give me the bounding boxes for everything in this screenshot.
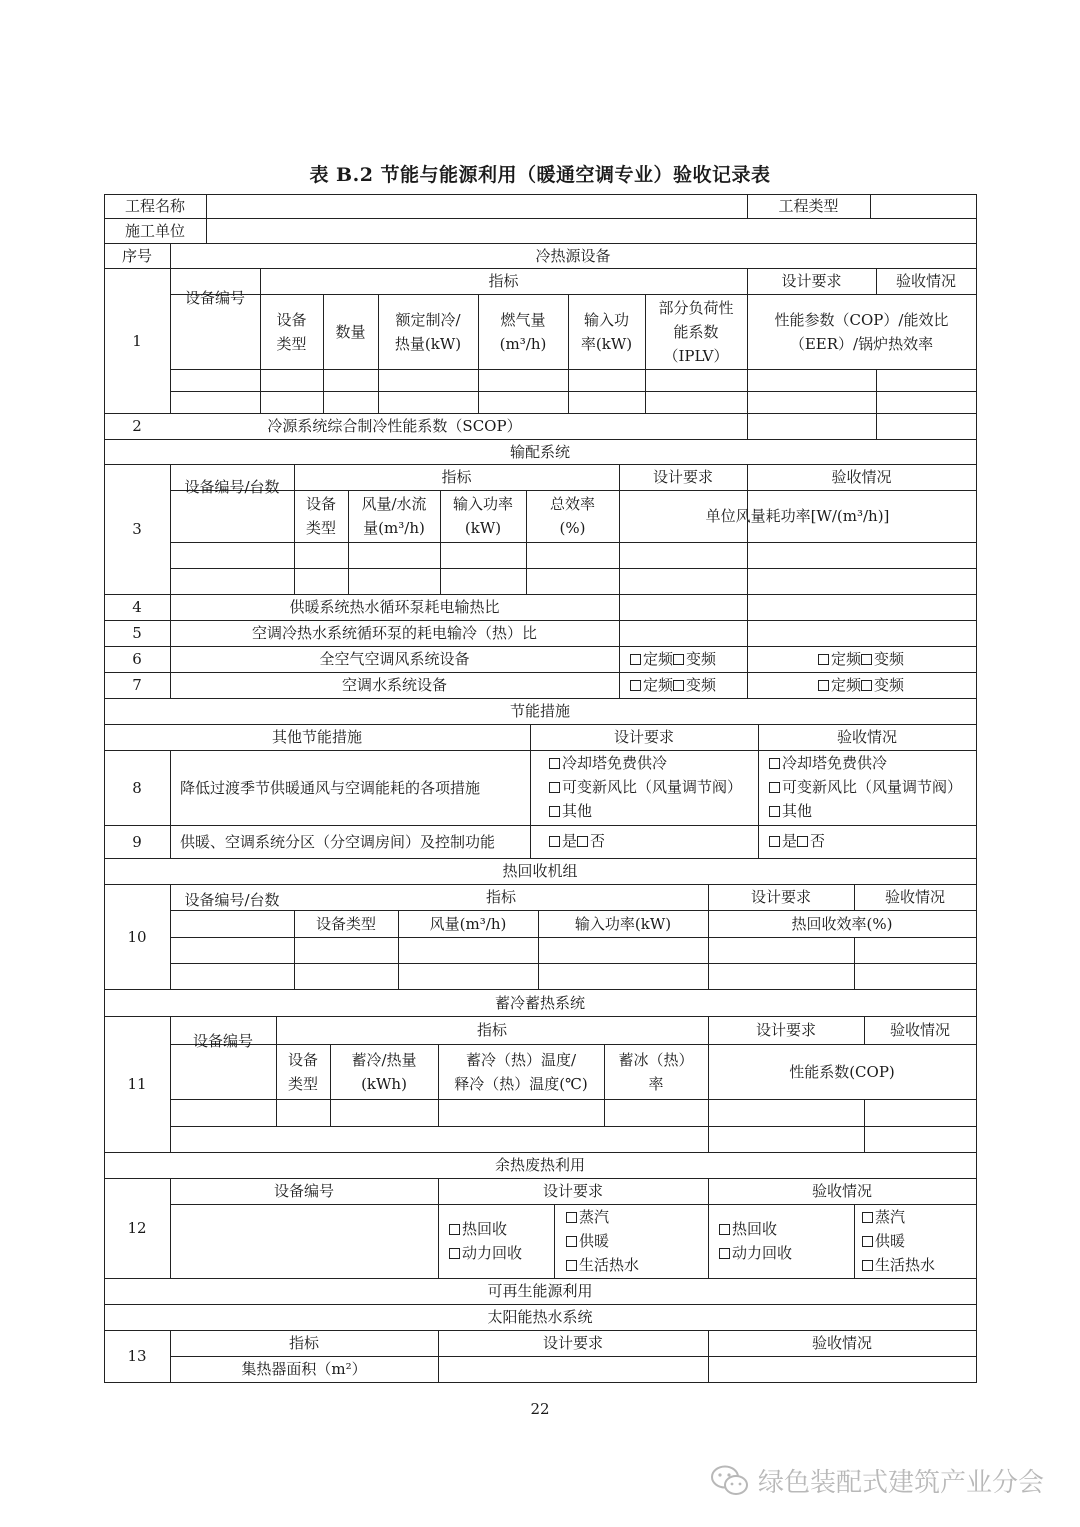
row-13-design — [438, 1330, 708, 1356]
row-1-accept-text: 验收情况 — [895, 272, 956, 290]
freq-fixed-label: 定频 — [643, 676, 674, 694]
opt-hot-water[interactable] — [862, 1253, 935, 1277]
opt-heat-recovery[interactable] — [449, 1217, 522, 1241]
row-3-power — [440, 490, 526, 542]
checkbox-icon[interactable] — [719, 1248, 730, 1259]
row-13-design-text: 设计要求 — [542, 1334, 603, 1352]
checkbox-icon[interactable] — [566, 1260, 577, 1271]
row-11-device-type-text: 类型 — [287, 1074, 318, 1093]
row-7-design-freq — [630, 673, 716, 697]
row-1-rated-text: 额定制冷/ — [395, 310, 461, 329]
row-1-rated-text: 热量(kW) — [394, 334, 462, 353]
row-3-indicator — [294, 464, 619, 490]
opt-yes[interactable] — [549, 829, 605, 853]
row-5-label — [170, 620, 619, 646]
row-1-no — [104, 268, 170, 413]
row-1-accept — [876, 268, 976, 294]
row-11-device-type — [276, 1044, 330, 1099]
row-13-indicator-text: 指标 — [288, 1334, 319, 1352]
row-8-design-options — [549, 751, 742, 823]
table-hline — [170, 1099, 977, 1100]
row-8-label — [170, 750, 530, 825]
row-3-design — [619, 464, 747, 490]
row-3-device-no-text: 设备编号/台数 — [184, 478, 280, 497]
checkbox-icon[interactable] — [862, 1236, 873, 1247]
row-1-device-no — [170, 268, 260, 329]
section-energy-saving-text: 节能措施 — [509, 702, 570, 720]
row-2-no-text: 2 — [132, 417, 142, 435]
row-13-no — [104, 1330, 170, 1382]
row-9-label-text: 供暖、空调系统分区（分空调房间）及控制功能 — [180, 832, 496, 851]
row-10-power — [538, 910, 708, 937]
section-heat-recovery — [104, 858, 976, 884]
row-3-no — [104, 464, 170, 594]
freq-fixed[interactable] — [818, 673, 904, 697]
table-hline — [104, 1382, 977, 1383]
row-8-no-text: 8 — [132, 778, 142, 797]
freq-fixed-label: 定频 — [643, 650, 674, 668]
opt-power-recovery-label: 动力回收 — [462, 1244, 523, 1262]
row-5-label-text: 空调冷热水系统循环泵的耗电输冷（热）比 — [251, 624, 537, 642]
checkbox-icon[interactable] — [566, 1236, 577, 1247]
row-11-device-no-text: 设备编号 — [192, 1031, 253, 1050]
row-9-no — [104, 825, 170, 858]
row-11-accept — [864, 1016, 976, 1044]
watermark-text: 绿色装配式建筑产业分会 — [757, 1468, 1044, 1498]
opt-power-recovery[interactable] — [449, 1241, 522, 1265]
opt-other-label: 其他 — [562, 802, 593, 820]
checkbox-icon[interactable] — [861, 654, 872, 665]
freq-fixed[interactable] — [818, 647, 904, 671]
section-storage-text: 蓄冷蓄热系统 — [494, 993, 585, 1012]
opt-yes-label: 是 — [782, 832, 798, 850]
row-8-no — [104, 750, 170, 825]
measures-accept — [758, 724, 976, 750]
table-hline — [170, 542, 977, 543]
table-hline — [104, 218, 977, 219]
project-name-label-text: 工程名称 — [124, 197, 185, 215]
checkbox-icon[interactable] — [797, 836, 808, 847]
row-3-unit-power — [619, 490, 976, 542]
opt-variable-fresh-air-label: 可变新风比（风量调节阀） — [782, 778, 963, 796]
checkbox-icon[interactable] — [577, 836, 588, 847]
section-solar-text: 太阳能热水系统 — [487, 1308, 593, 1326]
row-10-device-no-text: 设备编号/台数 — [184, 890, 280, 909]
row-13-indicator — [170, 1330, 438, 1356]
row-12-device-no — [170, 1178, 438, 1204]
section-waste-heat-text: 余热废热利用 — [494, 1156, 585, 1174]
opt-other[interactable] — [549, 799, 742, 823]
row-12-design-recovery — [449, 1217, 522, 1265]
section-renewable — [104, 1278, 976, 1304]
table-hline — [170, 937, 977, 938]
row-13-accept-text: 验收情况 — [811, 1334, 872, 1352]
row-3-no-text: 3 — [132, 520, 142, 538]
opt-hot-water-label: 生活热水 — [875, 1256, 936, 1274]
table-hline — [170, 963, 977, 964]
row-3-power-text: (kW) — [464, 519, 502, 537]
row-3-accept-text: 验收情况 — [831, 468, 892, 486]
other-measures-label-text: 其他节能措施 — [271, 728, 362, 746]
row-2-no — [104, 413, 170, 439]
row-1-gas-text: (m³/h) — [499, 334, 547, 353]
row-13-collector — [170, 1356, 438, 1382]
opt-variable-fresh-air[interactable] — [769, 775, 962, 799]
row-1-power — [568, 294, 645, 369]
checkbox-icon[interactable] — [862, 1260, 873, 1271]
row-6-accept-freq — [818, 647, 904, 671]
checkbox-icon[interactable] — [549, 758, 560, 769]
table-hline — [170, 391, 977, 392]
row-10-indicator — [294, 884, 708, 910]
row-13-collector-text: 集热器面积（m²） — [241, 1360, 367, 1378]
checkbox-icon[interactable] — [630, 680, 641, 691]
row-1-no-text: 1 — [132, 331, 142, 350]
opt-yes[interactable] — [769, 829, 825, 853]
row-3-accept — [747, 464, 976, 490]
opt-cooling-tower[interactable] — [549, 751, 742, 775]
row-7-label-text: 空调水系统设备 — [341, 676, 447, 694]
seq-label — [104, 243, 170, 268]
row-11-no-text: 11 — [127, 1075, 147, 1093]
section-heat-recovery-text: 热回收机组 — [502, 862, 578, 880]
opt-other[interactable] — [769, 799, 962, 823]
row-1-device-type — [260, 294, 323, 369]
row-12-design-text: 设计要求 — [542, 1182, 603, 1200]
row-11-design-text: 设计要求 — [755, 1021, 816, 1039]
freq-fixed[interactable] — [630, 673, 716, 697]
freq-fixed-label-2: 变频 — [686, 650, 717, 668]
checkbox-icon[interactable] — [549, 836, 560, 847]
row-11-ice-text: 率 — [648, 1074, 664, 1093]
row-3-flow-text: 量(m³/h) — [363, 519, 425, 537]
row-1-power-text: 率(kW) — [580, 334, 633, 353]
table-vline — [854, 1204, 855, 1278]
row-5-no-text: 5 — [132, 624, 142, 642]
constructor-label-text: 施工单位 — [124, 221, 185, 240]
section-solar — [104, 1304, 976, 1330]
checkbox-icon[interactable] — [719, 1224, 730, 1235]
row-9-no-text: 9 — [132, 832, 142, 851]
row-12-design-use — [566, 1205, 639, 1277]
row-1-device-no-text: 设备编号 — [184, 289, 245, 308]
checkbox-icon[interactable] — [769, 782, 780, 793]
row-10-eff-text: 热回收效率(%) — [791, 914, 893, 933]
row-1-design — [747, 268, 876, 294]
row-2-label-text: 冷源系统综合制冷性能系数（SCOP） — [267, 417, 522, 435]
row-1-iplv-text: 部分负荷性 — [658, 298, 734, 317]
checkbox-icon[interactable] — [566, 1212, 577, 1223]
row-4-label-text: 供暖系统热水循环泵耗电输热比 — [289, 598, 500, 616]
row-11-accept-text: 验收情况 — [889, 1021, 950, 1039]
opt-heat-recovery-label: 热回收 — [462, 1220, 508, 1238]
row-12-accept-use — [862, 1205, 935, 1277]
page-title: 表 B.2 节能与能源利用（暖通空调专业）验收记录表 — [309, 164, 771, 186]
wechat-icon — [710, 1464, 750, 1498]
freq-fixed[interactable] — [630, 647, 716, 671]
row-11-cop — [708, 1044, 976, 1099]
row-12-accept — [708, 1178, 976, 1204]
row-3-eff-text: (%) — [559, 519, 586, 537]
row-12-design — [438, 1178, 708, 1204]
table-vline — [864, 1099, 865, 1152]
table-hline — [170, 1126, 977, 1127]
row-3-flow-text: 风量/水流 — [361, 495, 427, 513]
checkbox-icon[interactable] — [449, 1224, 460, 1235]
freq-fixed-label-2: 变频 — [874, 650, 905, 668]
measures-accept-text: 验收情况 — [836, 728, 897, 746]
row-10-device-type — [294, 910, 398, 937]
opt-hot-water-label: 生活热水 — [579, 1256, 640, 1274]
section-distribution-text: 输配系统 — [509, 442, 570, 461]
opt-heating[interactable] — [566, 1229, 639, 1253]
row-4-no-text: 4 — [132, 598, 142, 616]
checkbox-icon[interactable] — [769, 806, 780, 817]
other-measures-label — [104, 724, 530, 750]
row-9-label — [170, 825, 530, 858]
row-11-ice-text: 蓄冰（热） — [618, 1050, 694, 1069]
row-13-no-text: 13 — [127, 1347, 147, 1365]
table-vline — [976, 194, 977, 1382]
checkbox-icon[interactable] — [549, 782, 560, 793]
row-10-device-no — [170, 884, 294, 916]
row-10-no-text: 10 — [127, 927, 147, 946]
row-8-label-text: 降低过渡季节供暖通风与空调能耗的各项措施 — [180, 778, 481, 797]
table-vline — [747, 413, 748, 439]
row-1-indicator — [260, 268, 747, 294]
watermark — [710, 1462, 1044, 1499]
row-3-eff — [526, 490, 619, 542]
row-12-device-no-text: 设备编号 — [273, 1182, 334, 1200]
row-11-ice — [604, 1044, 708, 1099]
row-4-no — [104, 594, 170, 620]
row-10-accept-text: 验收情况 — [884, 888, 945, 906]
row-10-flow — [398, 910, 538, 937]
row-3-device-type-text: 类型 — [305, 519, 336, 537]
row-4-label — [170, 594, 619, 620]
project-type-label-text: 工程类型 — [778, 197, 839, 215]
section-renewable-text: 可再生能源利用 — [487, 1282, 593, 1300]
row-11-no — [104, 1016, 170, 1152]
row-1-iplv-text: （IPLV） — [663, 346, 729, 365]
table-hline — [170, 568, 977, 569]
table-vline — [876, 369, 877, 439]
table-vline — [206, 194, 207, 243]
row-10-no — [104, 884, 170, 989]
checkbox-icon[interactable] — [818, 680, 829, 691]
opt-variable-fresh-air-label: 可变新风比（风量调节阀） — [562, 778, 743, 796]
project-name-label — [104, 194, 206, 218]
row-11-cap — [330, 1044, 438, 1099]
row-11-indicator — [276, 1016, 708, 1044]
opt-cooling-tower-label: 冷却塔免费供冷 — [562, 754, 668, 772]
row-11-temp-text: 蓄冷（热）温度/ — [465, 1050, 577, 1069]
opt-yes-label: 是 — [562, 832, 578, 850]
row-1-indicator-text: 指标 — [488, 272, 519, 290]
opt-yes-label-2: 否 — [810, 832, 826, 850]
checkbox-icon[interactable] — [769, 836, 780, 847]
row-9-design-options — [549, 829, 605, 853]
seq-label-text: 序号 — [121, 246, 152, 265]
measures-design — [530, 724, 758, 750]
freq-fixed-label-2: 变频 — [686, 676, 717, 694]
table-vline — [870, 194, 871, 218]
opt-heat-recovery[interactable] — [719, 1217, 792, 1241]
row-12-accept-text: 验收情况 — [811, 1182, 872, 1200]
row-6-label-text: 全空气空调风系统设备 — [319, 650, 470, 668]
row-11-design — [708, 1016, 864, 1044]
section-distribution — [104, 439, 976, 464]
row-3-device-no — [170, 464, 294, 511]
row-10-device-type-text: 设备类型 — [315, 914, 376, 933]
opt-yes-label-2: 否 — [590, 832, 606, 850]
row-1-iplv-text: 能系数 — [673, 322, 719, 341]
row-1-device-type-text: 类型 — [276, 334, 307, 353]
row-10-design-text: 设计要求 — [750, 888, 811, 906]
checkbox-icon[interactable] — [862, 1212, 873, 1223]
row-13-accept — [708, 1330, 976, 1356]
measures-design-text: 设计要求 — [613, 728, 674, 746]
row-11-cop-text: 性能系数(COP) — [789, 1062, 895, 1081]
checkbox-icon[interactable] — [549, 806, 560, 817]
row-11-temp-text: 释冷（热）温度(℃) — [454, 1074, 588, 1093]
row-7-label — [170, 672, 619, 698]
checkbox-icon[interactable] — [818, 654, 829, 665]
row-9-accept-options — [769, 829, 825, 853]
row-3-indicator-text: 指标 — [441, 468, 472, 486]
row-1-rated — [378, 294, 478, 369]
row-3-power-text: 输入功率 — [452, 495, 513, 513]
checkbox-icon[interactable] — [673, 654, 684, 665]
table-vline — [747, 646, 748, 698]
section-waste-heat — [104, 1152, 976, 1178]
row-1-gas — [478, 294, 568, 369]
table-hline — [170, 369, 977, 370]
row-11-device-no — [170, 1016, 276, 1066]
row-3-design-text: 设计要求 — [652, 468, 713, 486]
opt-heating-label: 供暖 — [579, 1232, 610, 1250]
opt-steam-label: 蒸汽 — [875, 1208, 906, 1226]
opt-cooling-tower-label: 冷却塔免费供冷 — [782, 754, 888, 772]
section-energy-saving — [104, 698, 976, 724]
row-11-cap-text: 蓄冷/热量 — [351, 1050, 417, 1069]
row-10-indicator-text: 指标 — [485, 888, 516, 906]
row-1-perf — [747, 294, 976, 369]
row-12-accept-recovery — [719, 1217, 792, 1265]
row-5-no — [104, 620, 170, 646]
row-10-flow-text: 风量(m³/h) — [429, 914, 507, 933]
row-6-no — [104, 646, 170, 672]
row-3-eff-text: 总效率 — [549, 495, 595, 513]
opt-steam-label: 蒸汽 — [579, 1208, 610, 1226]
row-3-unit-power-text: 单位风量耗功率[W/(m³/h)] — [705, 507, 890, 525]
opt-cooling-tower[interactable] — [769, 751, 962, 775]
row-7-accept-freq — [818, 673, 904, 697]
row-1-quantity — [323, 294, 378, 369]
section-cold-heat-source — [170, 243, 976, 268]
row-6-design-freq — [630, 647, 716, 671]
constructor-label — [104, 218, 206, 243]
row-1-iplv — [645, 294, 747, 369]
checkbox-icon[interactable] — [630, 654, 641, 665]
checkbox-icon[interactable] — [673, 680, 684, 691]
opt-heating[interactable] — [862, 1229, 935, 1253]
opt-variable-fresh-air[interactable] — [549, 775, 742, 799]
row-1-design-text: 设计要求 — [781, 272, 842, 290]
row-3-device-type — [294, 490, 348, 542]
opt-steam[interactable] — [862, 1205, 935, 1229]
row-10-design — [708, 884, 854, 910]
opt-heat-recovery-label: 热回收 — [732, 1220, 778, 1238]
row-2-label — [170, 413, 619, 439]
project-type-label — [747, 194, 870, 218]
opt-power-recovery[interactable] — [719, 1241, 792, 1265]
checkbox-icon[interactable] — [449, 1248, 460, 1259]
opt-other-label: 其他 — [782, 802, 813, 820]
row-6-label — [170, 646, 619, 672]
freq-fixed-label: 定频 — [831, 650, 862, 668]
row-11-indicator-text: 指标 — [476, 1021, 507, 1039]
freq-fixed-label: 定频 — [831, 676, 862, 694]
row-10-accept — [854, 884, 976, 910]
row-7-no-text: 7 — [132, 676, 142, 694]
opt-hot-water[interactable] — [566, 1253, 639, 1277]
row-12-no — [104, 1178, 170, 1278]
opt-power-recovery-label: 动力回收 — [732, 1244, 793, 1262]
opt-steam[interactable] — [566, 1205, 639, 1229]
row-1-device-type-text: 设备 — [276, 310, 307, 329]
page-number: 22 — [530, 1400, 550, 1418]
row-10-eff — [708, 910, 976, 937]
checkbox-icon[interactable] — [769, 758, 780, 769]
row-10-power-text: 输入功率(kW) — [574, 914, 672, 933]
row-1-gas-text: 燃气量 — [500, 310, 546, 329]
opt-heating-label: 供暖 — [875, 1232, 906, 1250]
row-3-flow — [348, 490, 440, 542]
row-6-no-text: 6 — [132, 650, 142, 668]
row-11-temp — [438, 1044, 604, 1099]
row-1-perf-text: （EER）/锅炉热效率 — [789, 334, 934, 353]
row-11-cap-text: (kWh) — [361, 1074, 407, 1093]
table-vline — [554, 1204, 555, 1278]
row-1-power-text: 输入功 — [583, 310, 629, 329]
row-12-no-text: 12 — [127, 1219, 147, 1237]
table-vline — [619, 646, 620, 698]
table-vline — [854, 937, 855, 989]
row-1-perf-text: 性能参数（COP）/能效比 — [774, 310, 949, 329]
row-3-device-type-text: 设备 — [305, 495, 336, 513]
row-11-device-type-text: 设备 — [287, 1050, 318, 1069]
checkbox-icon[interactable] — [861, 680, 872, 691]
section-cold-heat-source-text: 冷热源设备 — [535, 246, 611, 265]
row-1-quantity-text: 数量 — [335, 322, 366, 341]
freq-fixed-label-2: 变频 — [874, 676, 905, 694]
row-7-no — [104, 672, 170, 698]
row-8-accept-options — [769, 751, 962, 823]
section-storage — [104, 989, 976, 1016]
